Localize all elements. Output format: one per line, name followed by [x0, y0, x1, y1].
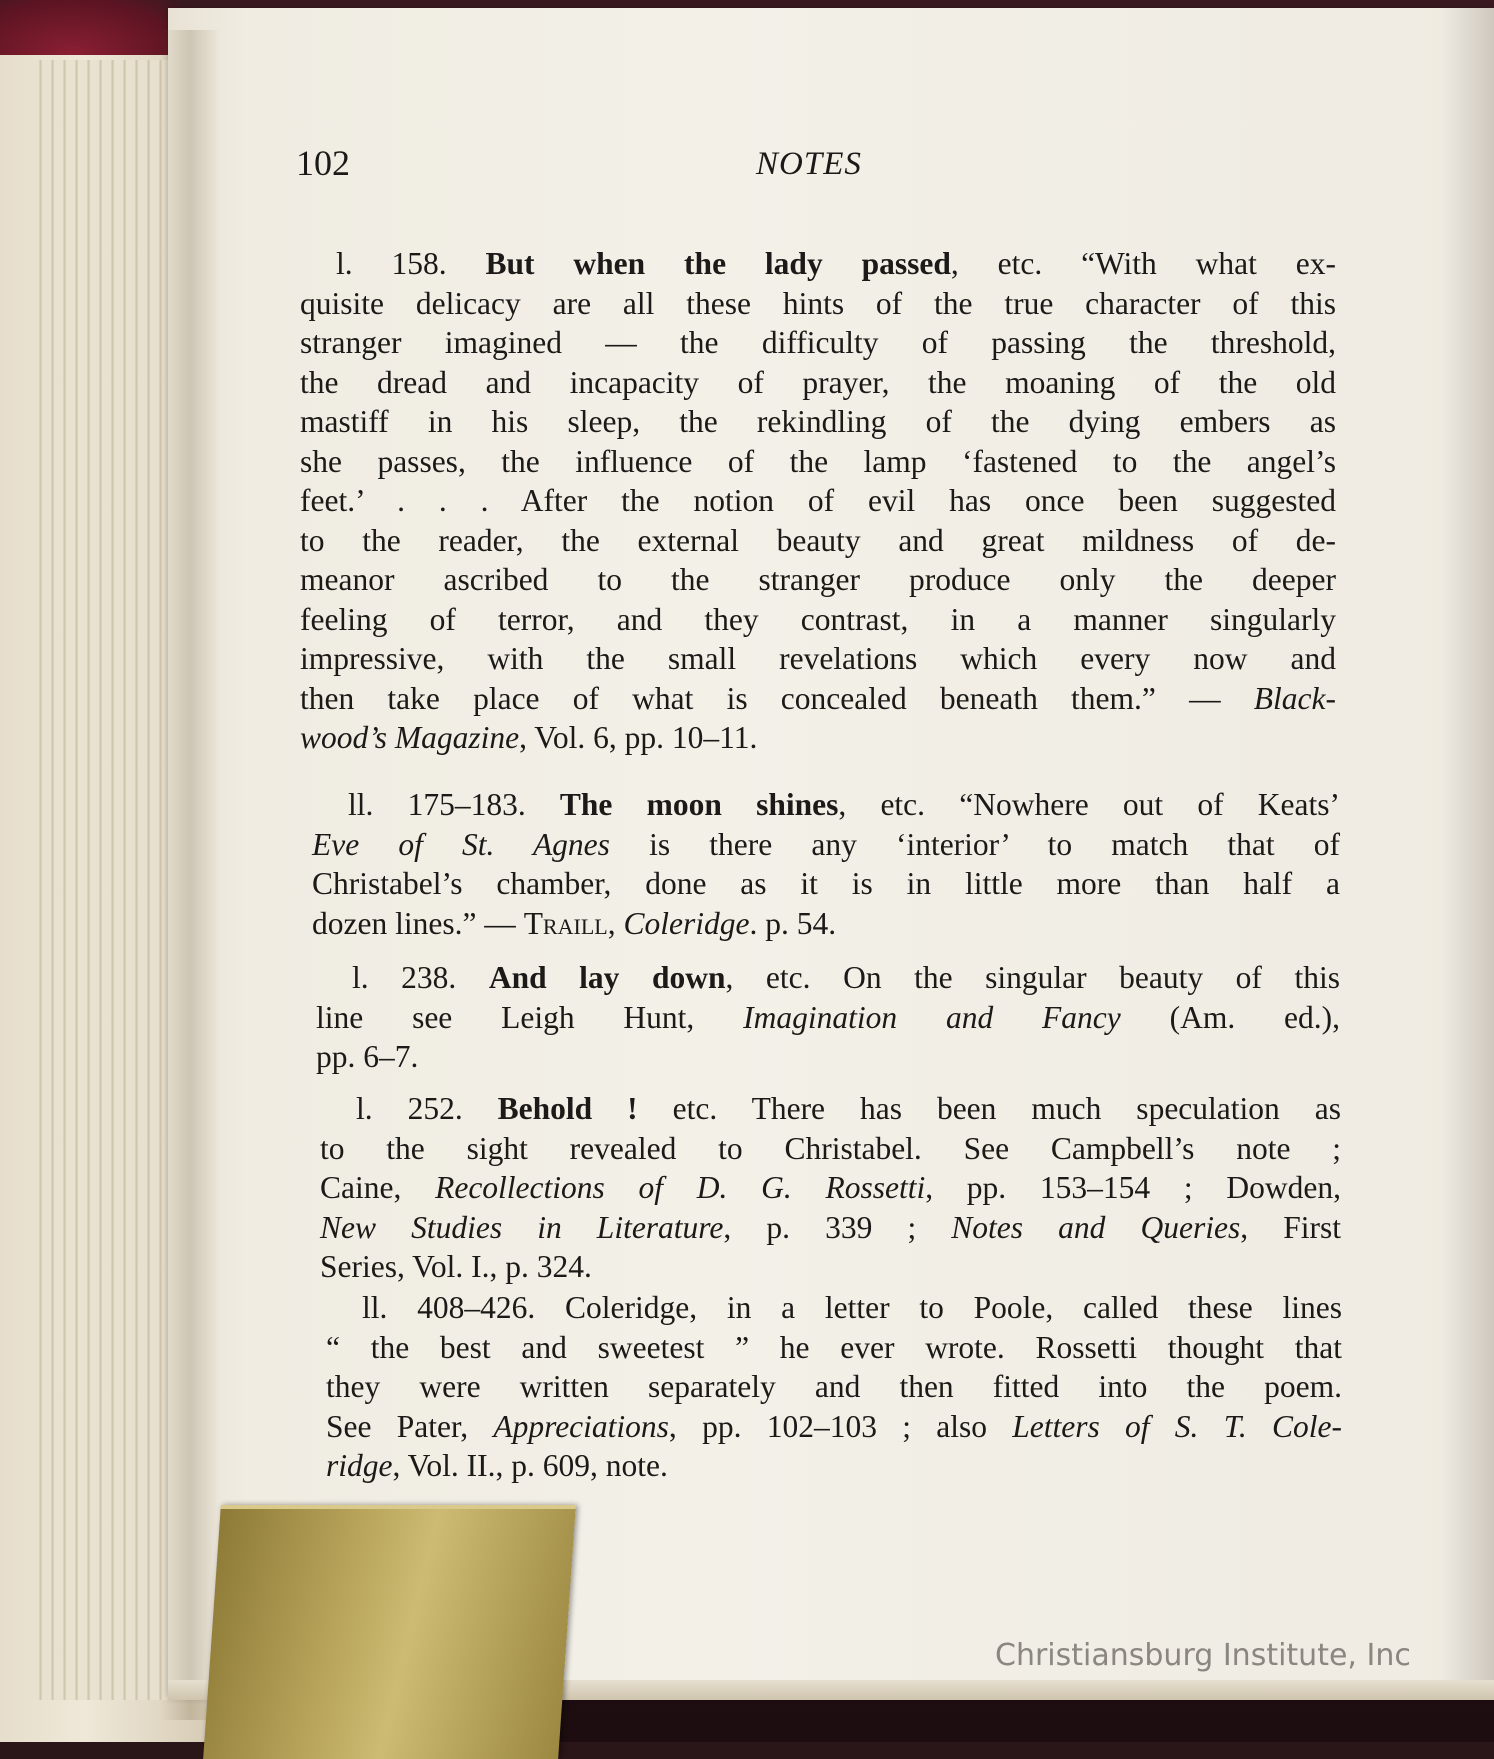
text-line [326, 1367, 1342, 1407]
text-line [300, 363, 1336, 403]
text-segment: And lay down [488, 960, 726, 995]
text-line [320, 1089, 1341, 1129]
note-paragraph [320, 1089, 1341, 1287]
text-segment: ll. 175–183. [348, 787, 560, 822]
text-segment: , p. 339 ; [723, 1209, 952, 1245]
text-line [300, 639, 1336, 679]
text-line [326, 1328, 1342, 1368]
text-line [300, 600, 1336, 640]
text-line [320, 1247, 1341, 1287]
text-segment: New Studies in Literature [320, 1209, 724, 1245]
text-segment: to the sight revealed to Christabel. See Campbell’s note ; [320, 1130, 1341, 1166]
text-segment: quisite delicacy are all these hints of the true character of this [300, 285, 1336, 321]
text-segment: to the reader, the external beauty and great mildness of de- [300, 522, 1336, 558]
note-paragraph [312, 785, 1340, 943]
text-segment: , etc. “With what ex- [950, 246, 1336, 281]
page-edge-shade [1440, 8, 1494, 1698]
text-line [326, 1446, 1342, 1486]
text-segment: Black- [1253, 680, 1336, 716]
text-segment: Recollections of D. G. Rossetti [435, 1170, 926, 1205]
text-segment: Traill [523, 905, 608, 941]
text-segment: is there any ‘interior’ to match that of [609, 826, 1340, 862]
text-line [316, 998, 1340, 1038]
text-segment: See Pater, [326, 1408, 494, 1444]
text-line [300, 284, 1336, 324]
text-segment: Christabel’s chamber, done as it is in little more than half a [312, 866, 1340, 901]
text-segment: stranger imagined — the difficulty of passing the threshold, [300, 325, 1336, 360]
text-segment: dozen lines.” — [312, 905, 524, 941]
text-line [316, 1037, 1340, 1077]
text-segment: (Am. ed.), [1120, 999, 1340, 1035]
watermark: Christiansburg Institute, Inc [995, 1638, 1411, 1673]
text-line [312, 825, 1340, 865]
text-line [300, 481, 1336, 521]
text-segment: l. 252. [356, 1091, 498, 1126]
text-segment: “ the best and sweetest ” he ever wrote. Rossetti thought that [326, 1329, 1342, 1365]
text-segment: l. 238. [352, 960, 489, 995]
note-paragraph [326, 1288, 1342, 1486]
text-segment: l. 158. [336, 246, 486, 281]
text-segment: feeling of terror, and they contrast, in a manner singularly [300, 601, 1336, 637]
text-segment: Series, Vol. I., p. 324. [320, 1249, 592, 1284]
text-segment: Notes and Queries [951, 1209, 1241, 1245]
text-segment: , [607, 905, 624, 941]
text-line [300, 521, 1336, 561]
text-line [300, 402, 1336, 442]
text-line [300, 442, 1336, 482]
text-line [300, 679, 1336, 719]
note-paragraph [300, 244, 1336, 758]
text-segment: , pp. 153–154 ; Dowden, [925, 1170, 1341, 1205]
text-segment: , etc. “Nowhere out of Keats’ [838, 787, 1340, 822]
text-segment: . p. 54. [749, 905, 837, 941]
text-segment: the dread and incapacity of prayer, the moaning of the old [300, 364, 1336, 400]
text-segment: ridge [326, 1448, 393, 1483]
text-line [320, 1129, 1341, 1169]
text-line [320, 1168, 1341, 1208]
text-line [300, 718, 1336, 758]
text-segment: Coleridge [623, 905, 750, 941]
text-segment: mastiff in his sleep, the rekindling of the dying embers as [300, 404, 1336, 439]
text-line [320, 1208, 1341, 1248]
text-line [326, 1288, 1342, 1328]
text-line [300, 560, 1336, 600]
text-segment: pp. 6–7. [316, 1039, 419, 1074]
text-segment: Caine, [320, 1170, 436, 1205]
running-head: NOTES [756, 146, 862, 182]
text-segment: she passes, the influence of the lamp ‘fastened to the angel’s [300, 443, 1336, 479]
note-paragraph [316, 958, 1340, 1077]
text-segment: ll. 408–426. Coleridge, in a letter to Poole, called these lines [362, 1290, 1342, 1325]
text-segment: Appreciations [493, 1408, 669, 1444]
text-segment: wood’s Magazine [300, 720, 520, 755]
text-segment: etc. There has been much speculation as [637, 1091, 1341, 1126]
text-line [300, 244, 1336, 284]
text-segment: Letters of S. T. Cole- [1012, 1408, 1343, 1444]
text-segment: But when the lady passed [485, 246, 951, 281]
text-line [312, 864, 1340, 904]
text-line [312, 904, 1340, 944]
text-segment: impressive, with the small revelations which every now and [300, 641, 1336, 676]
text-line [326, 1407, 1342, 1447]
text-segment: Imagination and Fancy [743, 999, 1121, 1035]
page-number: 102 [296, 143, 350, 183]
text-segment: Behold ! [497, 1091, 638, 1126]
text-segment: , etc. On the singular beauty of this [725, 960, 1340, 995]
text-segment: , Vol. 6, pp. 10–11. [519, 720, 758, 755]
text-segment: meanor ascribed to the stranger produce only the deeper [300, 562, 1336, 597]
text-line [316, 958, 1340, 998]
text-segment: The moon shines [559, 787, 839, 822]
text-segment: line see Leigh Hunt, [316, 999, 744, 1035]
brass-clip [203, 1505, 576, 1759]
text-segment: , pp. 102–103 ; also [668, 1408, 1013, 1444]
text-segment: , Vol. II., p. 609, note. [392, 1448, 668, 1483]
text-segment: Eve of St. Agnes [312, 826, 610, 862]
text-segment: feet.’ . . . After the notion of evil has once been suggested [300, 483, 1336, 518]
text-segment: , First [1240, 1209, 1341, 1245]
text-line [300, 323, 1336, 363]
gutter-shadow [160, 30, 220, 1720]
text-line [312, 785, 1340, 825]
text-segment: they were written separately and then fitted into the poem. [326, 1369, 1342, 1404]
text-segment: then take place of what is concealed beneath them.” — [300, 680, 1254, 716]
